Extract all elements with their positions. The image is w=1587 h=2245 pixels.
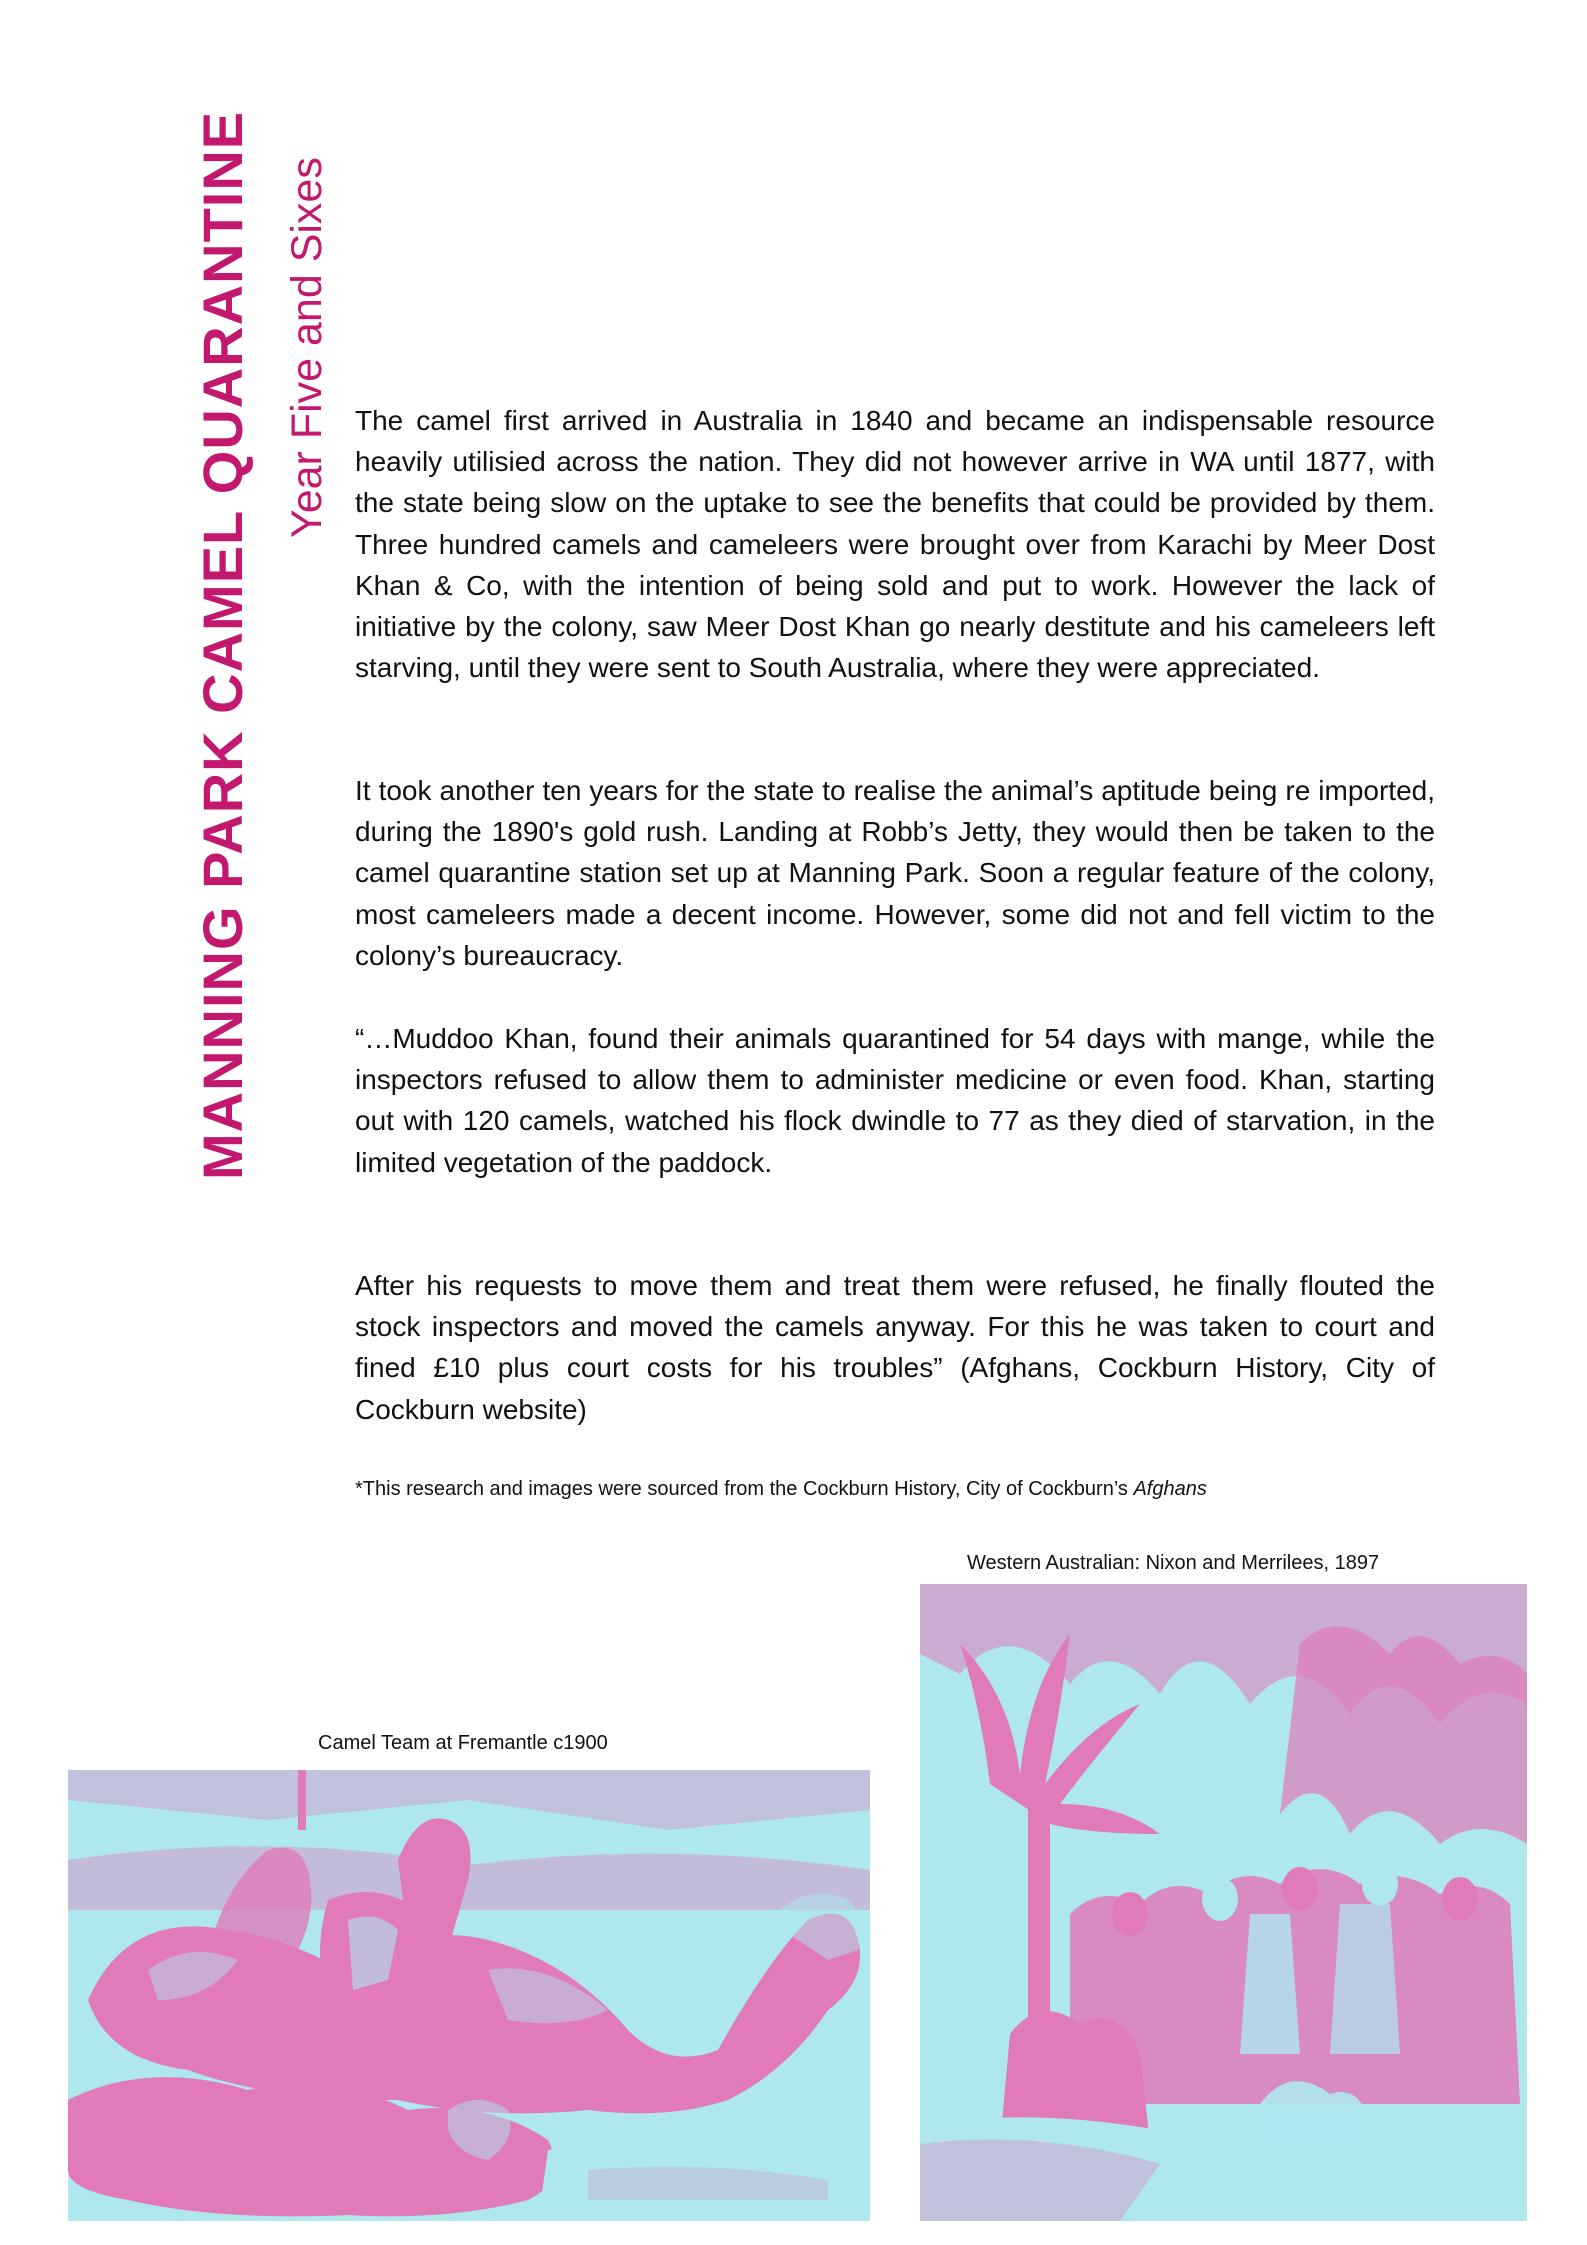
paragraph-3: “…Muddoo Khan, found their animals quarantined for 54 days with mange, while the inspectors refused to allow them to administer medicine or even food. Khan, starting out with 120 camels, watched his flock dwindle to 77 as they died of starvation, in the limited vegetation of the paddock.	[355, 1023, 1435, 1178]
source-note-italic: Afghans	[1133, 1478, 1207, 1500]
cameleers-photo-image	[920, 1584, 1527, 2221]
page-title: MANNING PARK CAMEL QUARANTINE	[191, 110, 254, 1180]
left-photo-caption: Camel Team at Fremantle c1900	[318, 1732, 608, 1754]
paragraph-2: It took another ten years for the state to realise the animal’s aptitude being re imported, during the 1890's gold rush. Landing at Robb’s Jetty, they would then be taken to the camel quarantine station set up at Manning Park. Soon a regular feature of the colony, most cameleers made a decent income. However, some did not and fell victim to the colony’s bureaucracy.	[355, 775, 1435, 971]
camel-team-photo-image	[68, 1770, 870, 2221]
source-note-text: *This research and images were sourced from the Cockburn History, City of Cockburn’s	[355, 1478, 1134, 1500]
camel-team-photo	[68, 1770, 870, 2221]
cameleers-photo	[920, 1584, 1527, 2221]
paragraph-1: The camel first arrived in Australia in 1840 and became an indispensable resource heavily utilisied across the nation. They did not however arrive in WA until 1877, with the state being slow on the uptake to see the benefits that could be provided by them. Three hundred camels and cameleers were brought over from Karachi by Meer Dost Khan & Co, with the intention of being sold and put to work. However the lack of initiative by the colony, saw Meer Dost Khan go nearly destitute and his cameleers left starving, until they were sent to South Australia, where they were appreciated.	[355, 405, 1435, 684]
page-subtitle: Year Five and Sixes	[283, 157, 331, 538]
source-note	[355, 1475, 1207, 1503]
right-photo-caption: Western Australian: Nixon and Merrilees, 1897	[967, 1552, 1380, 1574]
paragraph-4: After his requests to move them and treat them were refused, he finally flouted the stock inspectors and moved the camels anyway. For this he was taken to court and fined £10 plus court costs for his troubles” (Afghans, Cockburn History, City of Cockburn website)	[355, 1270, 1435, 1425]
